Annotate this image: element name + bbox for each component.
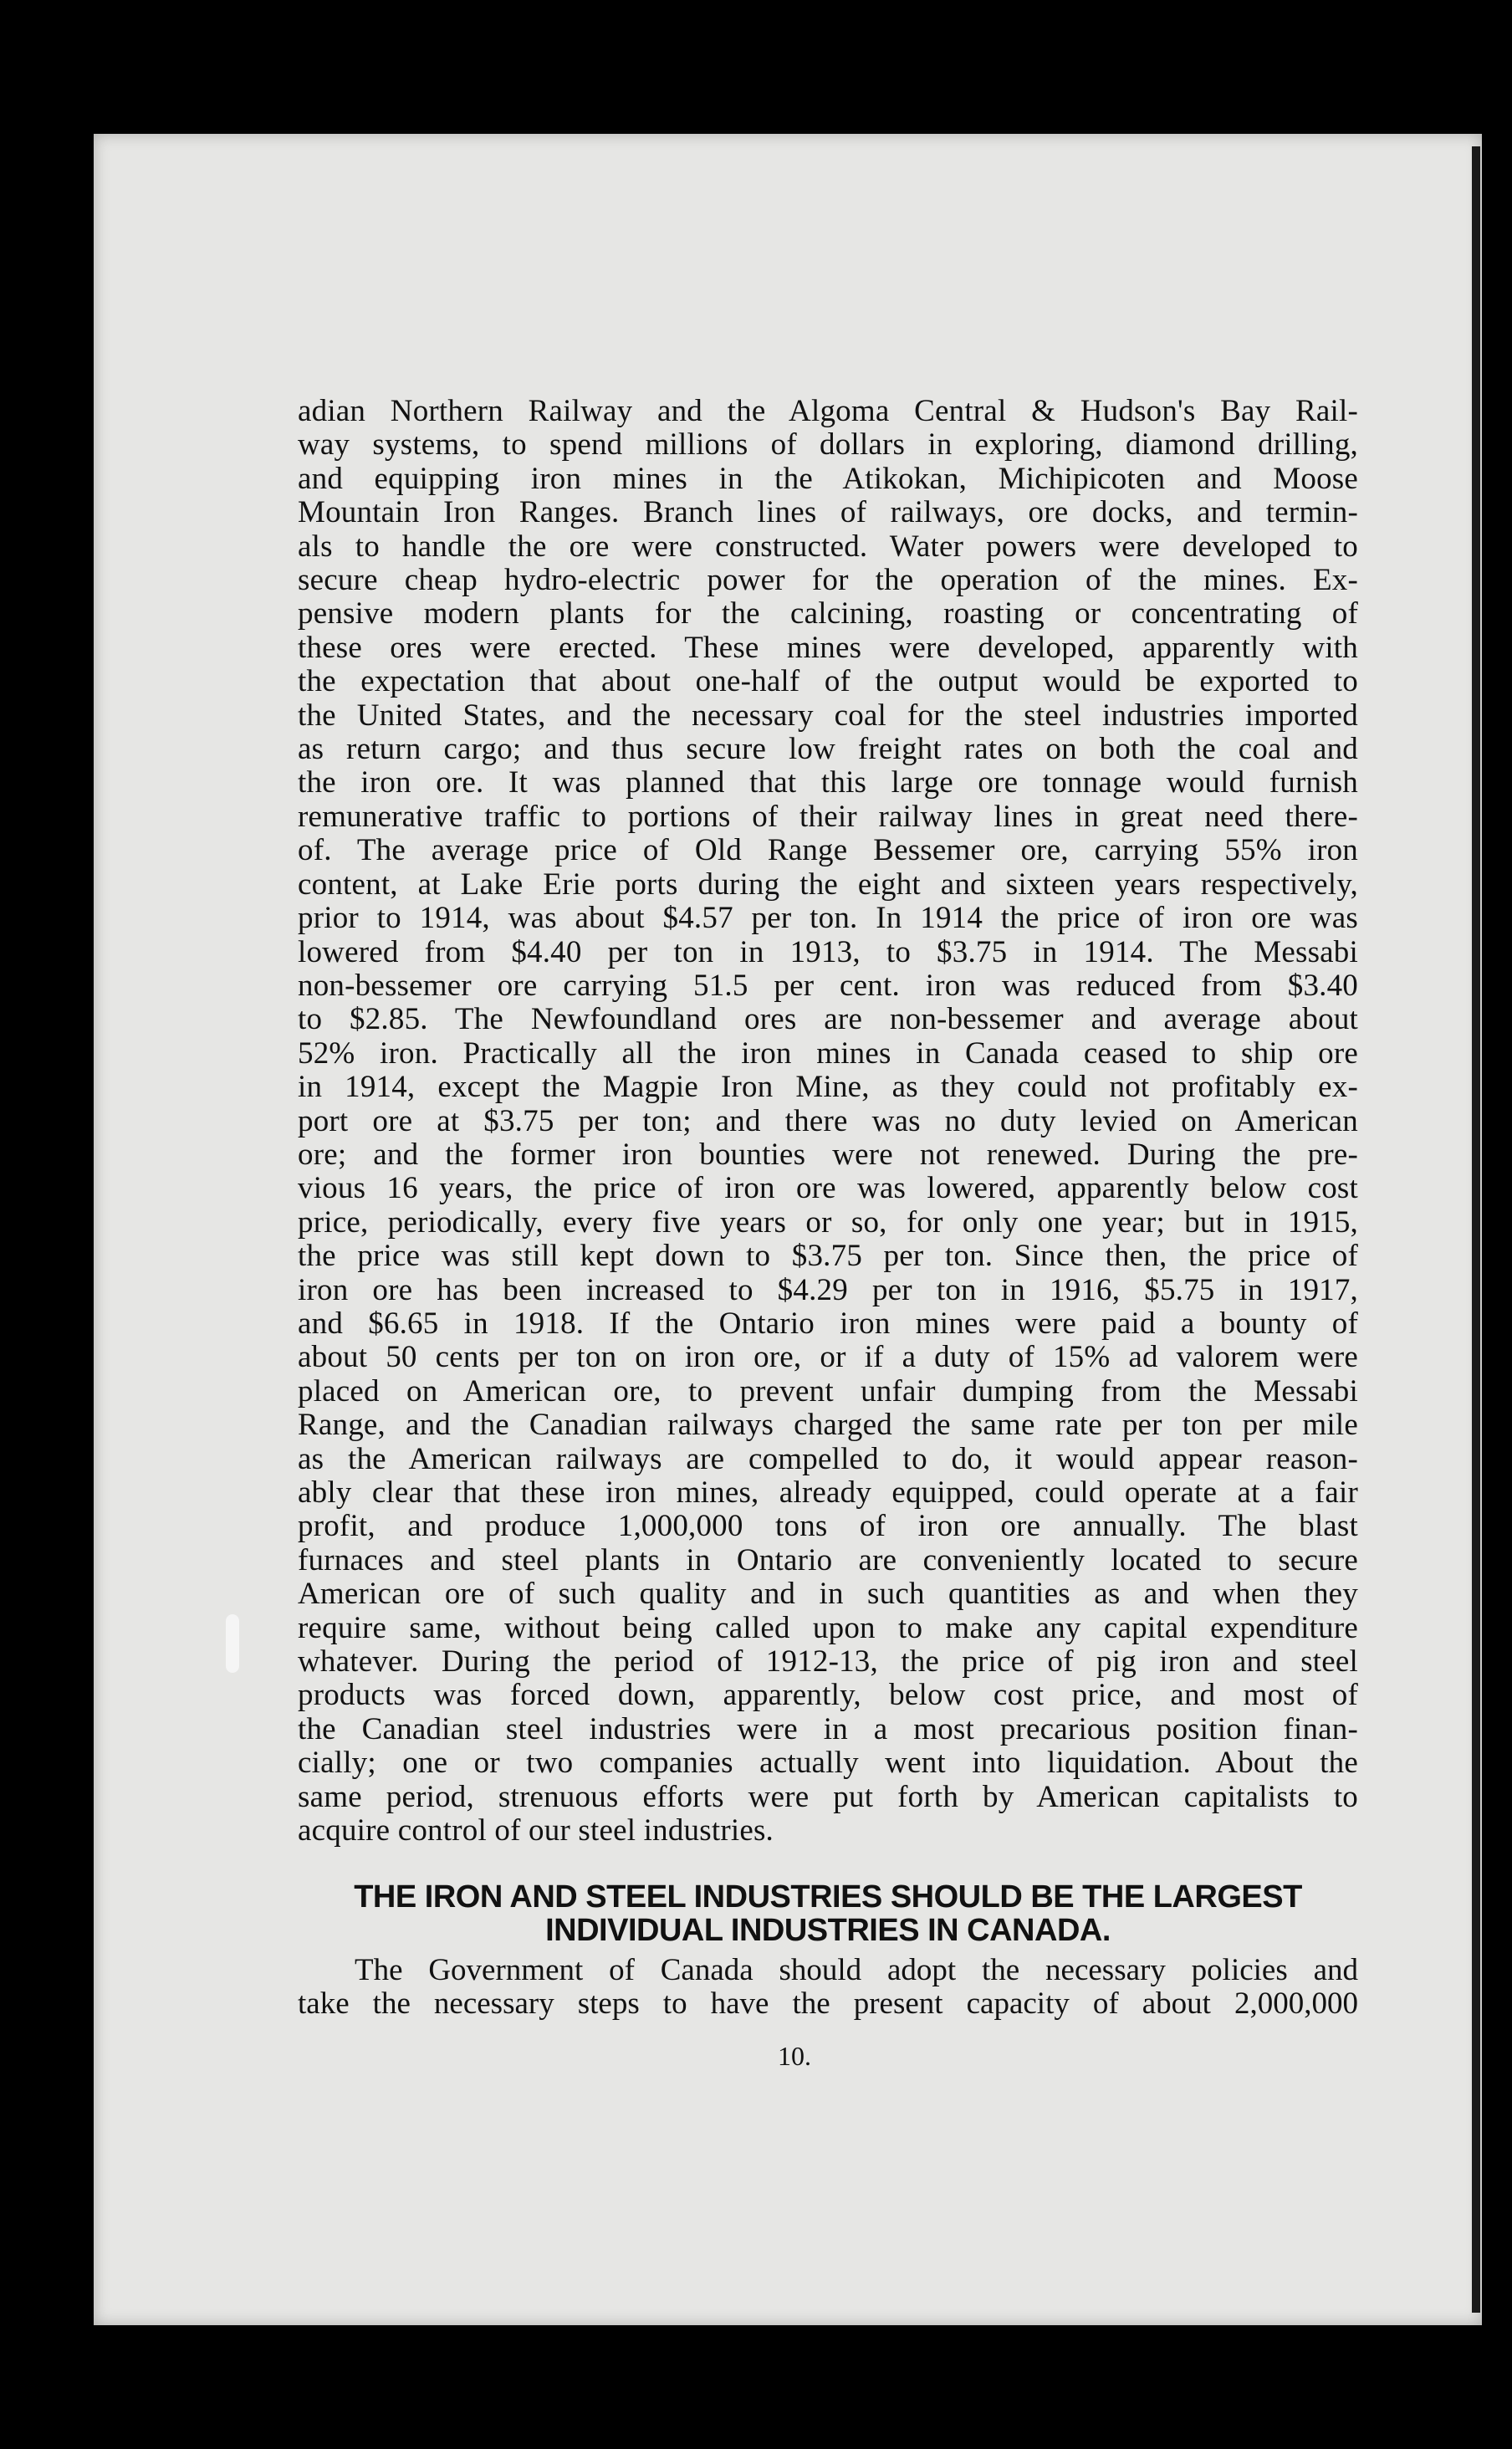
paragraph-line: same period, strenuous efforts were put forth by American capitalists to xyxy=(298,1779,1358,1814)
paragraph-line: ably clear that these iron mines, already equipped, could operate at a fair xyxy=(298,1475,1358,1510)
paragraph-line: lowered from $4.40 per ton in 1913, to $3.75 in 1914. The Messabi xyxy=(298,934,1358,969)
paragraph-line: prior to 1914, was about $4.57 per ton. In 1914 the price of iron ore was xyxy=(298,901,1358,936)
page-number: 10. xyxy=(778,2041,811,2071)
paragraph-line: require same, without being called upon to make any capital expenditure xyxy=(298,1610,1358,1645)
paragraph-line: 52% iron. Practically all the iron mines in Canada ceased to ship ore xyxy=(298,1035,1358,1071)
paragraph-line: the iron ore. It was planned that this large ore tonnage would furnish xyxy=(298,765,1358,800)
heading-line-1: THE IRON AND STEEL INDUSTRIES SHOULD BE THE LARGEST xyxy=(354,1879,1302,1915)
paragraph-line: these ores were erected. These mines were developed, apparently with xyxy=(298,630,1358,665)
paragraph-line: in 1914, except the Magpie Iron Mine, as they could not profitably ex- xyxy=(298,1070,1358,1105)
paragraph-line: port ore at $3.75 per ton; and there was no duty levied on American xyxy=(298,1103,1358,1138)
paragraph-line: the United States, and the necessary coal for the steel industries imported xyxy=(298,698,1358,733)
paragraph-line: products was forced down, apparently, below cost price, and most of xyxy=(298,1678,1358,1713)
paragraph-line: profit, and produce 1,000,000 tons of iron ore annually. The blast xyxy=(298,1509,1358,1544)
paragraph-line: secure cheap hydro-electric power for the operation of the mines. Ex- xyxy=(298,563,1358,598)
paragraph-line: as the American railways are compelled to do, it would appear reason- xyxy=(298,1441,1358,1476)
paragraph-line: Mountain Iron Ranges. Branch lines of railways, ore docks, and termin- xyxy=(298,495,1358,530)
paragraph-line: pensive modern plants for the calcining, roasting or concentrating of xyxy=(298,596,1358,631)
paragraph-line: as return cargo; and thus secure low freight rates on both the coal and xyxy=(298,732,1358,767)
paragraph-line: the Canadian steel industries were in a most precarious position finan- xyxy=(298,1711,1358,1746)
paragraph-line: and $6.65 in 1918. If the Ontario iron mines were paid a bounty of xyxy=(298,1306,1358,1341)
paragraph-line: The Government of Canada should adopt the necessary policies and xyxy=(355,1953,1358,1987)
paragraph-line: adian Northern Railway and the Algoma Central & Hudson's Bay Rail- xyxy=(298,394,1358,428)
paragraph-line: to $2.85. The Newfoundland ores are non-bessemer and average about xyxy=(298,1002,1358,1037)
paragraph-line: of. The average price of Old Range Bessemer ore, carrying 55% iron xyxy=(298,833,1358,868)
scan-speck xyxy=(226,1614,239,1673)
section-heading xyxy=(298,1880,1358,1947)
paragraph-line: als to handle the ore were constructed. Water powers were developed to xyxy=(298,529,1358,564)
paragraph-line: furnaces and steel plants in Ontario are conveniently located to secure xyxy=(298,1542,1358,1577)
paragraph-line: and equipping iron mines in the Atikokan, Michipicoten and Moose xyxy=(298,461,1358,496)
paragraph-line: content, at Lake Erie ports during the eight and sixteen years respectively, xyxy=(298,867,1358,902)
paragraph-line: acquire control of our steel industries. xyxy=(298,1813,774,1848)
paragraph-line: Range, and the Canadian railways charged the same rate per ton per mile xyxy=(298,1408,1358,1443)
body-paragraph xyxy=(298,395,1358,1848)
paragraph-line: take the necessary steps to have the present capacity of about 2,000,000 xyxy=(298,1986,1358,2022)
paragraph-line: American ore of such quality and in such quantities as and when they xyxy=(298,1577,1358,1612)
paragraph-line: price, periodically, every five years or so, for only one year; but in 1915, xyxy=(298,1204,1358,1240)
paragraph-line: way systems, to spend millions of dollars in exploring, diamond drilling, xyxy=(298,427,1358,463)
paragraph-line: about 50 cents per ton on iron ore, or if a duty of 15% ad valorem were xyxy=(298,1340,1358,1375)
paragraph-line: non-bessemer ore carrying 51.5 per cent. iron was reduced from $3.40 xyxy=(298,968,1358,1003)
paragraph-line: the price was still kept down to $3.75 per ton. Since then, the price of xyxy=(298,1239,1358,1274)
paragraph-line: iron ore has been increased to $4.29 per ton in 1916, $5.75 in 1917, xyxy=(298,1272,1358,1307)
paragraph-line: cially; one or two companies actually went into liquidation. About the xyxy=(298,1746,1358,1781)
paragraph-line: placed on American ore, to prevent unfair dumping from the Messabi xyxy=(298,1373,1358,1409)
second-paragraph xyxy=(298,1954,1358,2022)
paragraph-line: the expectation that about one-half of the output would be exported to xyxy=(298,664,1358,699)
heading-line-2: INDIVIDUAL INDUSTRIES IN CANADA. xyxy=(545,1913,1111,1948)
paragraph-line: remunerative traffic to portions of their railway lines in great need there- xyxy=(298,799,1358,834)
paragraph-line: vious 16 years, the price of iron ore was lowered, apparently below cost xyxy=(298,1171,1358,1206)
paragraph-line: ore; and the former iron bounties were not renewed. During the pre- xyxy=(298,1137,1358,1172)
paragraph-line: whatever. During the period of 1912-13, the price of pig iron and steel xyxy=(298,1644,1358,1680)
page-edge-shadow xyxy=(1472,146,1480,2313)
